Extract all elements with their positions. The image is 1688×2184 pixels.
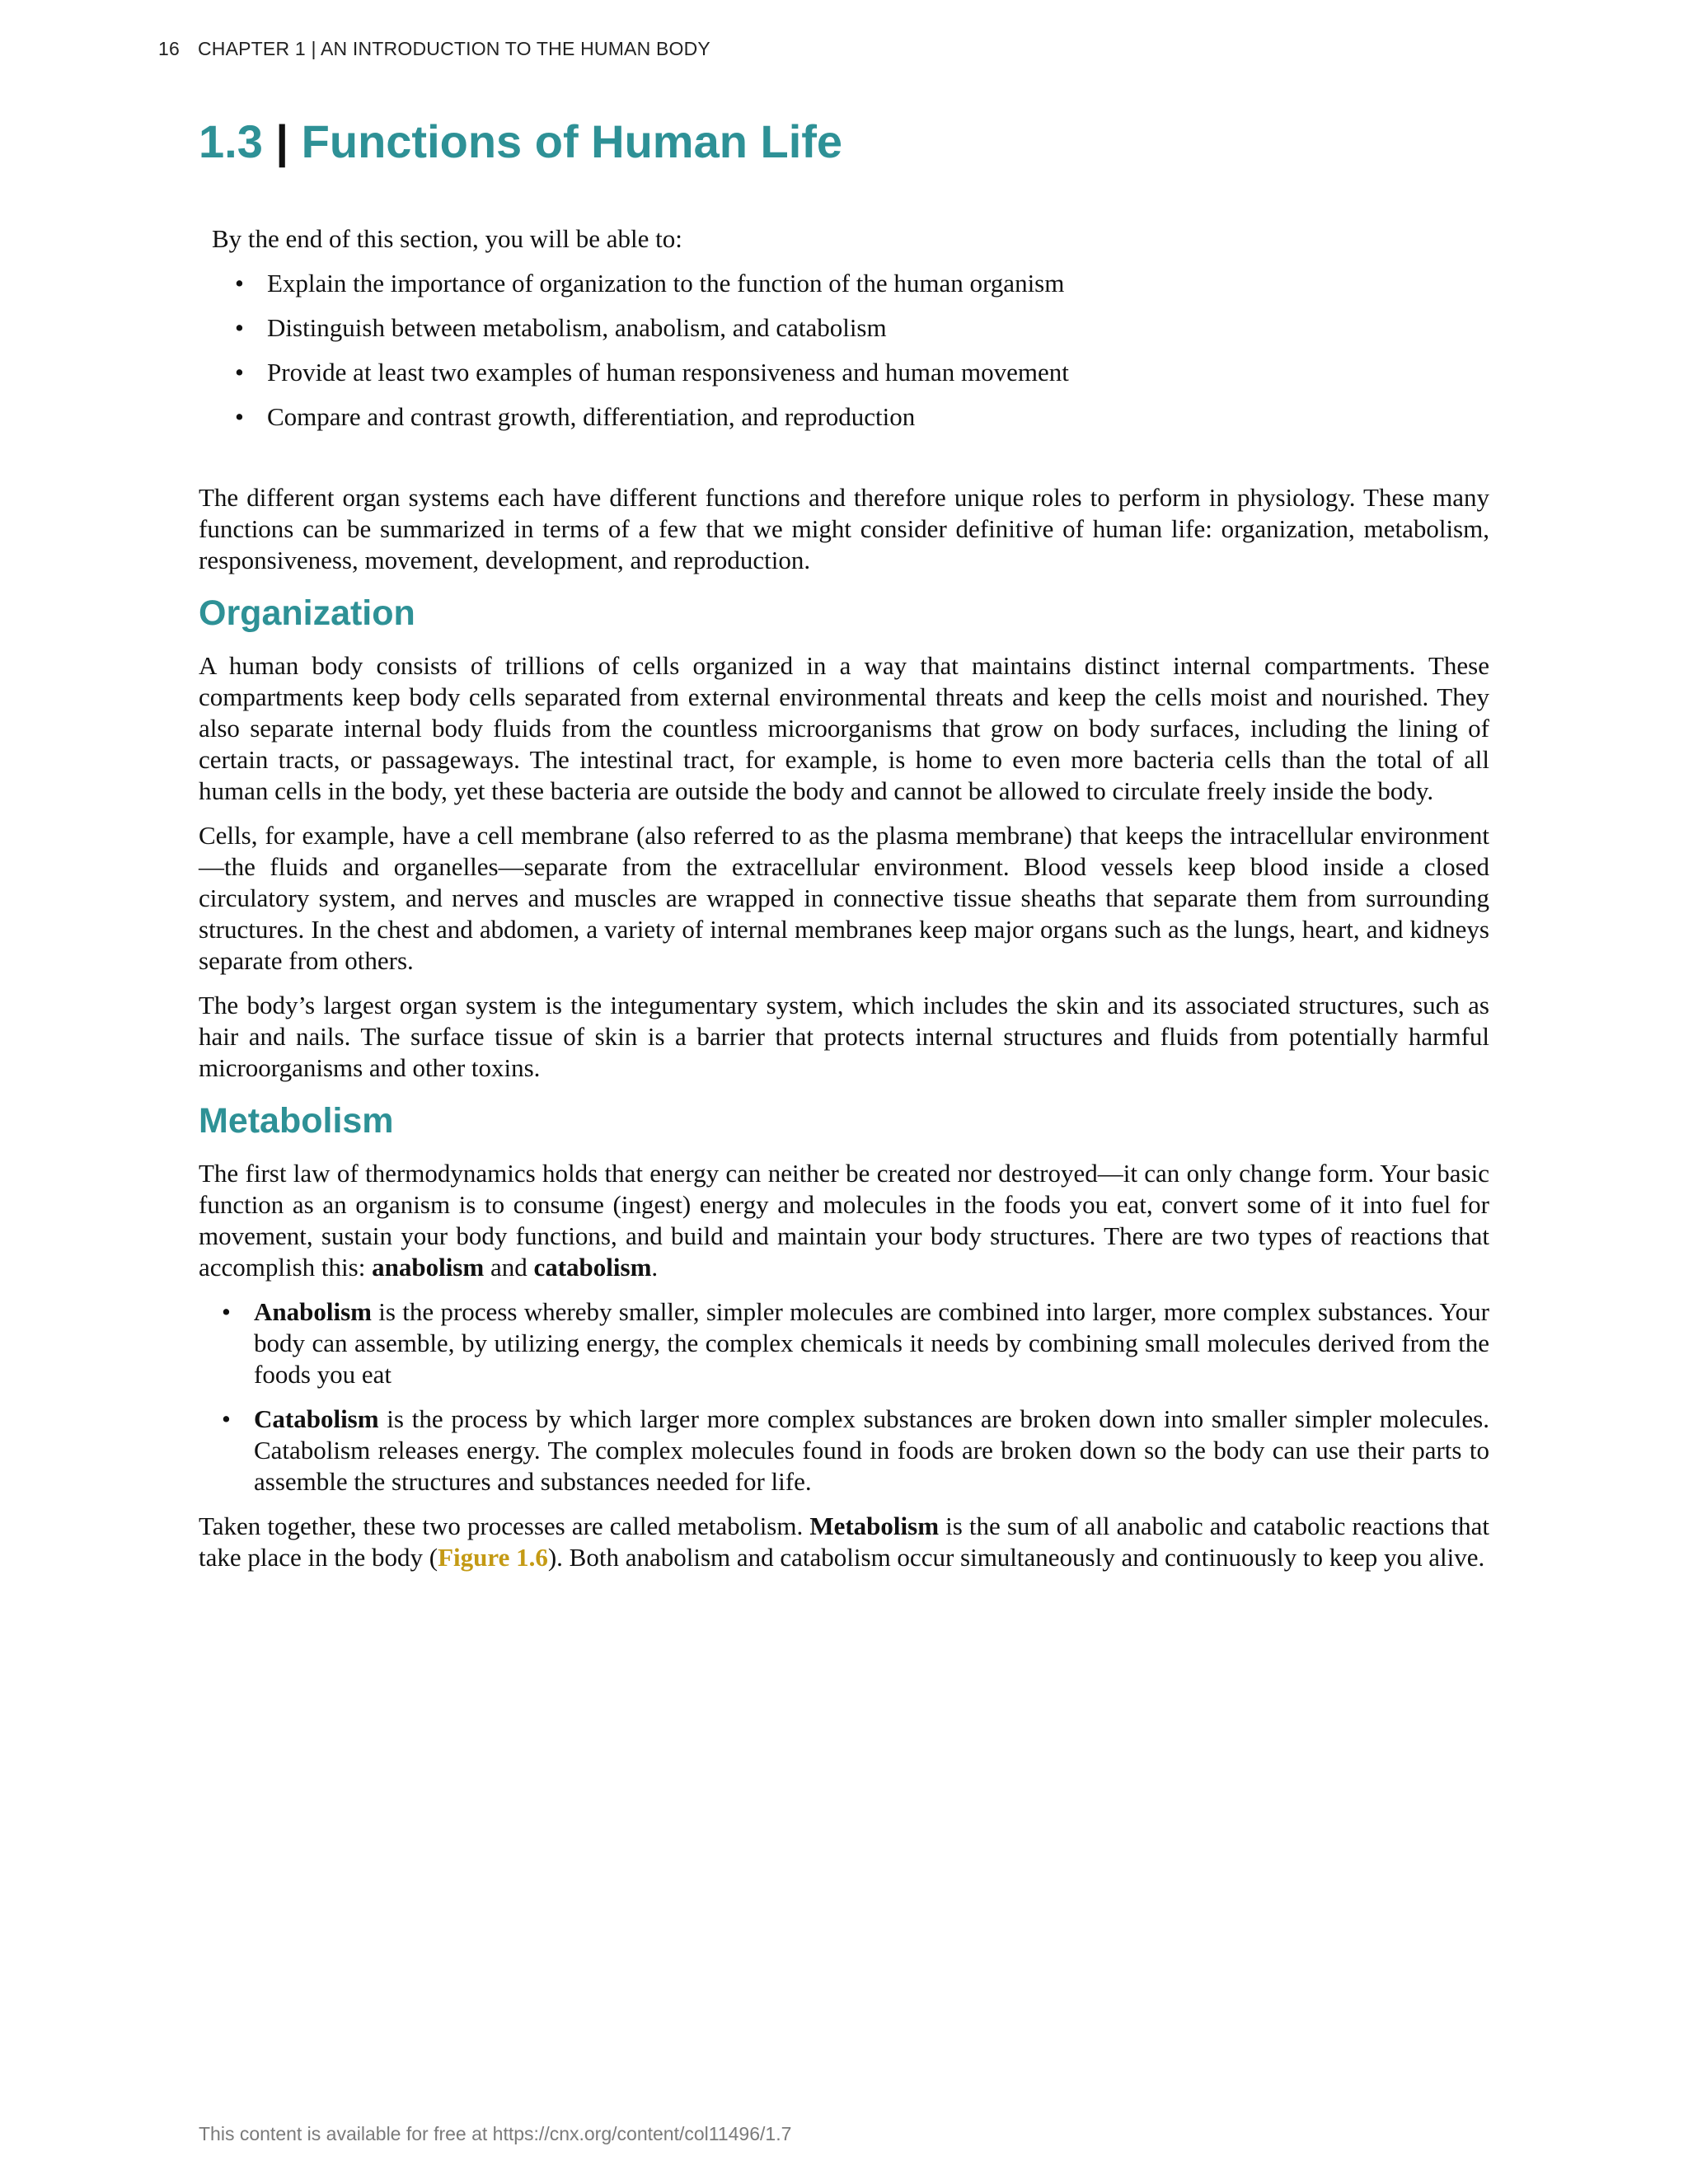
metabolism-paragraph xyxy=(199,1158,1489,1283)
section-body xyxy=(199,482,1489,1586)
figure-link[interactable]: Figure 1.6 xyxy=(438,1543,548,1572)
organization-paragraph: A human body consists of trillions of cells organized in a way that maintains distinct internal compartments. These compartments keep body cells separated from external environmental threats and keep the cells moist and nourished. They also separate internal body fluids from the countless microorganisms that grow on body surfaces, including the lining of certain tracts, or passageways. The intestinal tract, for example, is home to even more bacteria cells than the total of all human cells in the body, yet these bacteria are outside the body and cannot be allowed to circulate freely inside the body. xyxy=(199,651,1489,805)
summary-text: ). Both anabolism and catabolism occur simultaneously and continuously to keep you alive. xyxy=(547,1543,1485,1572)
organization-paragraph: The body’s largest organ system is the integumentary system, which includes the skin and its associated structures, such as hair and nails. The surface tissue of skin is a barrier that protects internal structures and fluids from potentially harmful microorganisms and other toxins. xyxy=(199,991,1489,1082)
term-anabolism: anabolism xyxy=(372,1253,485,1282)
objectives-intro: By the end of this section, you will be able to: xyxy=(212,224,682,253)
definition-list xyxy=(199,1296,1489,1497)
definition-term: Catabolism xyxy=(254,1404,379,1433)
section-title-text: Functions of Human Life xyxy=(301,115,843,167)
intro-paragraph: The different organ systems each have different functions and therefore unique roles to perform in physiology. These many functions can be summarized in terms of a few that we might consider definitive of human life: organization, metabolism, responsiveness, movement, development, and reproduction. xyxy=(199,483,1489,574)
organization-heading: Organization xyxy=(199,593,415,633)
objective-item: • Explain the importance of organization to the function of the human organism xyxy=(212,265,1489,301)
metabolism-summary-paragraph xyxy=(199,1511,1489,1573)
metabolism-text: The first law of thermodynamics holds that energy can neither be created nor destroyed—it can only change form. Your basic function as an organism is to consume (ingest) energy and molecules in the foods you eat, convert some of it into fuel for movement, sustain your body functions, and build and maintain your body structures. There are two types of reactions that accomplish this: xyxy=(199,1159,1489,1282)
running-head xyxy=(158,38,710,60)
definition-text: is the process by which larger more complex substances are broken down into smaller simpler molecules. Catabolism releases energy. The complex molecules found in foods are broken down so the body can use their parts to assemble the structures and substances needed for life. xyxy=(254,1404,1489,1496)
section-number: 1.3 xyxy=(199,115,263,167)
footer-note: This content is available for free at https://cnx.org/content/col11496/1.7 xyxy=(199,2123,792,2144)
term-catabolism: catabolism xyxy=(533,1253,652,1282)
summary-text: Taken together, these two processes are called metabolism. xyxy=(199,1511,810,1540)
definition-item-anabolism xyxy=(199,1296,1489,1390)
sentence-end: . xyxy=(651,1253,659,1282)
objective-item: • Compare and contrast growth, differentiation, and reproduction xyxy=(212,399,1489,434)
learning-objectives xyxy=(212,221,1489,443)
term-metabolism: Metabolism xyxy=(809,1511,940,1540)
conjunction-text: and xyxy=(484,1253,534,1282)
definition-item-catabolism xyxy=(199,1404,1489,1497)
section-title xyxy=(199,111,842,172)
objectives-list xyxy=(212,265,1489,434)
objective-item: • Distinguish between metabolism, anabolism, and catabolism xyxy=(212,310,1489,345)
organization-paragraph: Cells, for example, have a cell membrane (also referred to as the plasma membrane) that keeps the intracellular environment—the fluids and organelles—separate from the extracellular environment. Blood vessels keep blood inside a closed circulatory system, and nerves and muscles are wrapped in connective tissue sheaths that separate them from surrounding structures. In the chest and abdomen, a variety of internal membranes keep major organs such as the lungs, heart, and kidneys separate from others. xyxy=(199,821,1489,975)
metabolism-heading: Metabolism xyxy=(199,1101,394,1141)
page-number: 16 xyxy=(158,38,180,59)
summary-text: is the sum of all anabolic and catabolic reactions that take place in the body ( xyxy=(199,1511,1489,1572)
objective-item: • Provide at least two examples of human responsiveness and human movement xyxy=(212,354,1489,390)
section-separator: | xyxy=(275,115,289,167)
definition-term: Anabolism xyxy=(254,1297,372,1326)
chapter-title: CHAPTER 1 | AN INTRODUCTION TO THE HUMAN BODY xyxy=(197,38,710,59)
definition-text: is the process whereby smaller, simpler molecules are combined into larger, more complex substances. Your body can assemble, by utilizing energy, the complex chemicals it needs by combining small molecules derived from the foods you eat xyxy=(254,1297,1489,1389)
